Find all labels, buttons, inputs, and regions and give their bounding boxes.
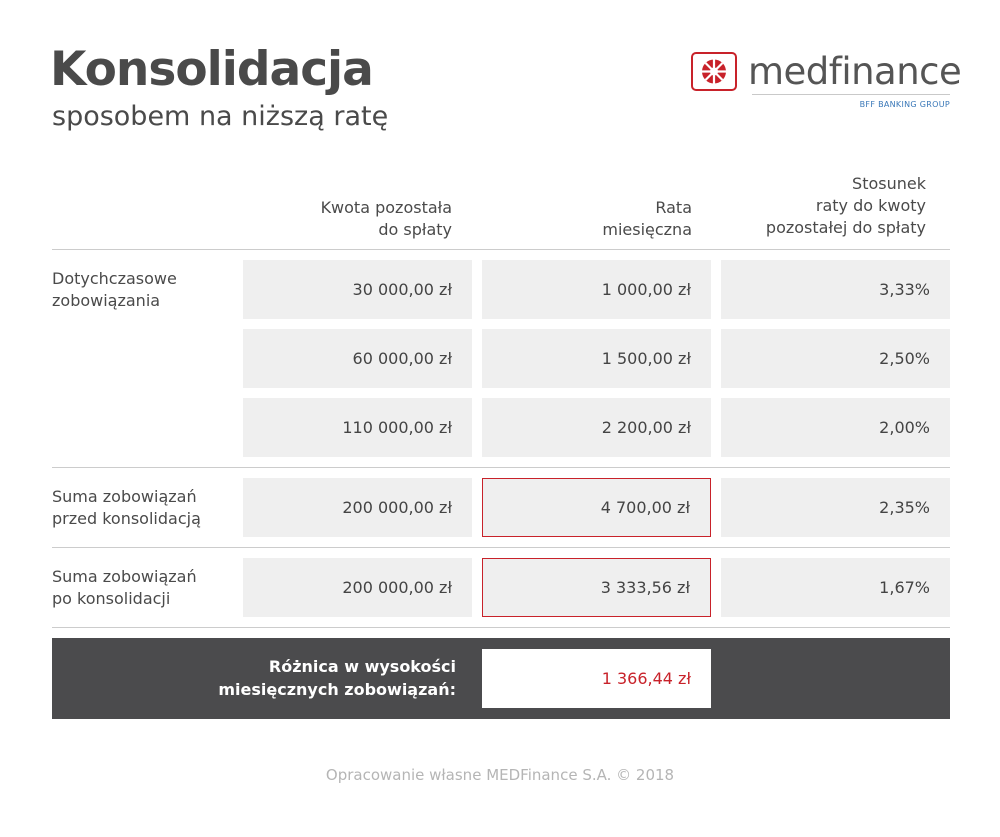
- medfinance-logo-icon: [691, 52, 737, 91]
- table-cell-ratio: 2,35%: [721, 478, 950, 537]
- section-label-after: Suma zobowiązań po konsolidacji: [52, 567, 197, 608]
- table-cell-installment: 2 200,00 zł: [482, 398, 711, 457]
- table-cell-ratio: 2,50%: [721, 329, 950, 388]
- logo-divider: [752, 94, 950, 95]
- table-cell-amount: 110 000,00 zł: [243, 398, 472, 457]
- table-cell-amount: 60 000,00 zł: [243, 329, 472, 388]
- table-cell-ratio: 1,67%: [721, 558, 950, 617]
- logo-group-label: BFF BANKING GROUP: [859, 100, 950, 109]
- footer-credit: Opracowanie własne MEDFinance S.A. © 2018: [325, 766, 675, 784]
- table-cell-installment: 1 500,00 zł: [482, 329, 711, 388]
- table-cell-installment: 1 000,00 zł: [482, 260, 711, 319]
- table-cell-installment-highlighted: 3 333,56 zł: [482, 558, 711, 617]
- table-cell-ratio: 3,33%: [721, 260, 950, 319]
- table-cell-amount: 30 000,00 zł: [243, 260, 472, 319]
- column-header-ratio: Stosunek raty do kwoty pozostałej do spłaty: [765, 174, 926, 237]
- header-divider: [52, 249, 950, 250]
- column-header-installment: Rata miesięczna: [602, 198, 692, 239]
- table-cell-amount: 200 000,00 zł: [243, 478, 472, 537]
- section-divider: [52, 627, 950, 628]
- section-label-existing: Dotychczasowe zobowiązania: [52, 269, 177, 310]
- page-title: Konsolidacja: [50, 42, 373, 97]
- page-subtitle: sposobem na niższą ratę: [52, 101, 389, 132]
- column-header-amount: Kwota pozostała do spłaty: [320, 198, 452, 239]
- difference-label: Różnica w wysokości miesięcznych zobowiązań:: [218, 657, 456, 699]
- section-divider: [52, 467, 950, 468]
- table-cell-installment-highlighted: 4 700,00 zł: [482, 478, 711, 537]
- logo-wordmark: medfinance: [748, 50, 962, 93]
- section-label-before: Suma zobowiązań przed konsolidacją: [52, 487, 201, 528]
- difference-value: 1 366,44 zł: [482, 649, 711, 708]
- table-cell-amount: 200 000,00 zł: [243, 558, 472, 617]
- section-divider: [52, 547, 950, 548]
- table-cell-ratio: 2,00%: [721, 398, 950, 457]
